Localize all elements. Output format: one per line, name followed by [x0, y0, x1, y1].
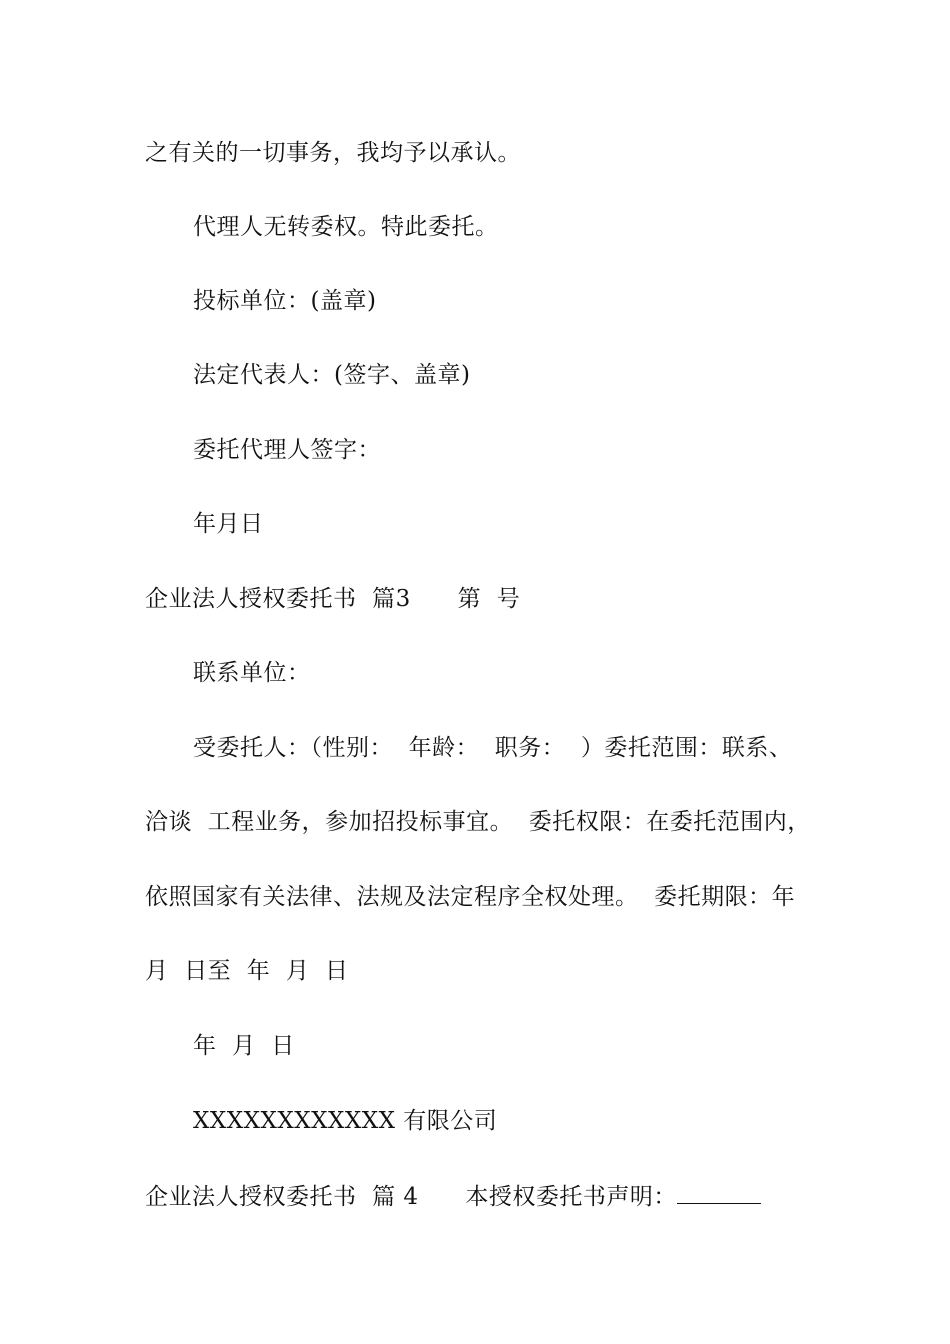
section-heading-4-text: 企业法人授权委托书 篇 4 本授权委托书声明： — [145, 1184, 677, 1210]
text-line-5: 委托代理人签字： — [193, 437, 381, 463]
text-line-9: 受委托人：（性别： 年龄： 职务： ）委托范围：联系、 — [193, 735, 793, 761]
section-heading-4 — [145, 1181, 761, 1212]
text-line-6: 年月日 — [193, 511, 264, 537]
company-name-line: XXXXXXXXXXXX 有限公司 — [193, 1108, 498, 1134]
text-line-10: 洽谈 工程业务，参加招投标事宜。 委托权限：在委托范围内， — [145, 809, 811, 835]
text-line-11: 依照国家有关法律、法规及法定程序全权处理。 委托期限：年 — [145, 884, 796, 910]
text-line-3: 投标单位：(盖章) — [193, 288, 377, 314]
text-line-2: 代理人无转委权。特此委托。 — [193, 214, 499, 240]
text-line-4: 法定代表人：(签字、盖章) — [193, 362, 471, 388]
text-line-13: 年 月 日 — [193, 1033, 295, 1059]
section-heading-3: 企业法人授权委托书 篇3 第 号 — [145, 586, 521, 612]
text-line-1: 之有关的一切事务，我均予以承认。 — [145, 140, 521, 166]
text-line-12: 月 日至 年 月 日 — [145, 958, 349, 984]
text-line-8: 联系单位： — [193, 660, 311, 686]
fill-in-blank — [677, 1181, 761, 1204]
